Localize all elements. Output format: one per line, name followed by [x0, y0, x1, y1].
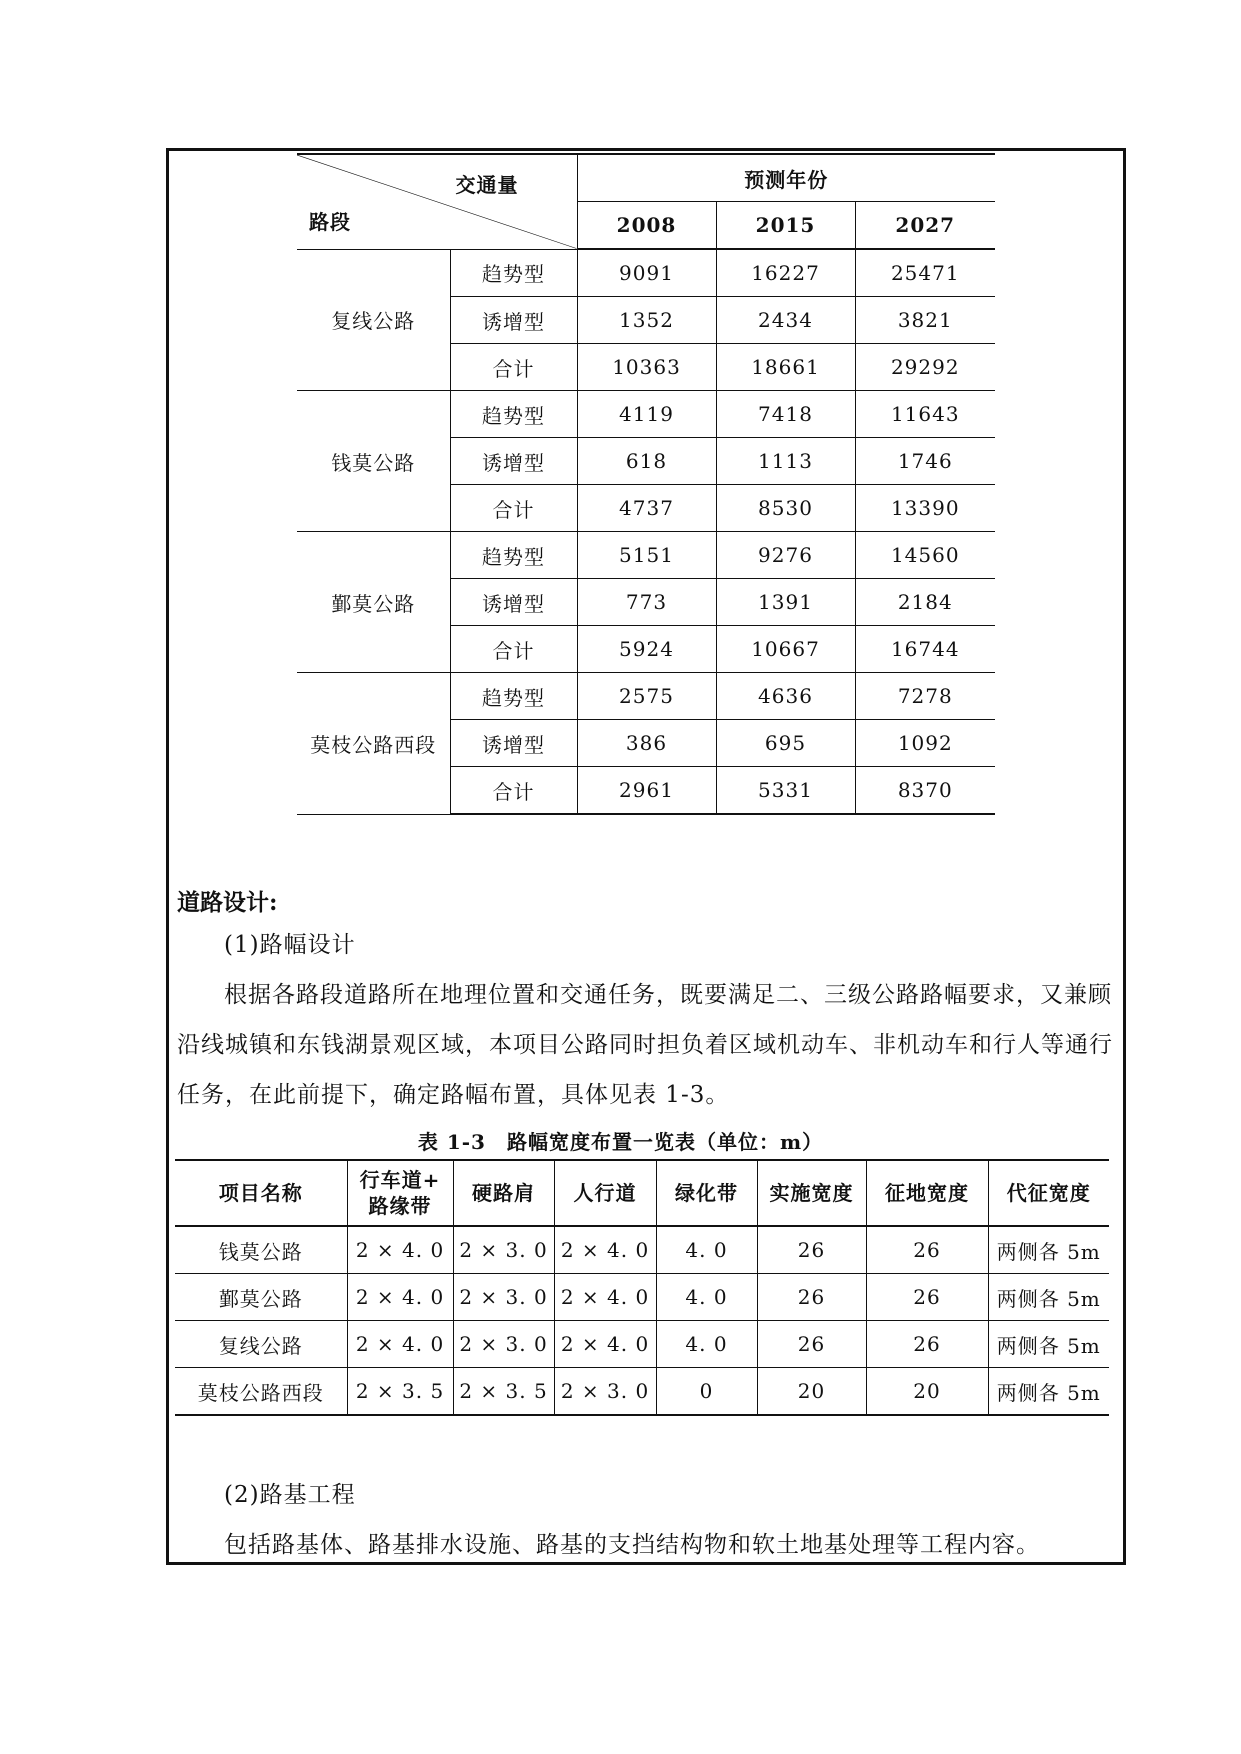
value-cell: 两侧各 5m: [988, 1226, 1109, 1274]
subgrade-paragraph: 包括路基体、路基排水设施、路基的支挡结构物和软土地基处理等工程内容。: [224, 1532, 1040, 1558]
value-cell: 4. 0: [656, 1274, 757, 1321]
value-cell: 16744: [855, 626, 995, 673]
value-cell: 9091: [577, 249, 716, 297]
value-cell: 11643: [855, 391, 995, 438]
value-cell: 7278: [855, 673, 995, 720]
header-cell: 项目名称: [175, 1160, 347, 1226]
value-cell: 16227: [716, 249, 855, 297]
value-cell: 1092: [855, 720, 995, 767]
value-cell: 10667: [716, 626, 855, 673]
value-cell: 1391: [716, 579, 855, 626]
value-cell: 26: [866, 1226, 988, 1274]
section-heading: 道路设计:: [177, 889, 278, 916]
road-name-cell: 鄞莫公路: [297, 532, 450, 673]
value-cell: 25471: [855, 249, 995, 297]
value-cell: 773: [577, 579, 716, 626]
header-cell: 行车道+ 路缘带: [347, 1160, 453, 1226]
header-year: 2008: [577, 202, 716, 250]
table-row: [297, 532, 995, 579]
value-cell: 9276: [716, 532, 855, 579]
header-cell: 绿化带: [656, 1160, 757, 1226]
value-cell: 13390: [855, 485, 995, 532]
value-cell: 2 × 4. 0: [347, 1321, 453, 1368]
value-cell: 26: [866, 1321, 988, 1368]
traffic-type-cell: 诱增型: [450, 438, 577, 485]
traffic-type-cell: 趋势型: [450, 532, 577, 579]
value-cell: 26: [757, 1274, 866, 1321]
road-name-cell: 复线公路: [175, 1321, 347, 1368]
traffic-type-cell: 合计: [450, 626, 577, 673]
header-cell: 硬路肩: [453, 1160, 554, 1226]
table-row: [175, 1368, 1109, 1416]
value-cell: 2 × 3. 5: [347, 1368, 453, 1416]
value-cell: 20: [866, 1368, 988, 1416]
value-cell: 两侧各 5m: [988, 1274, 1109, 1321]
value-cell: 7418: [716, 391, 855, 438]
header-traffic-volume: 交通量: [455, 173, 519, 197]
value-cell: 2 × 3. 0: [554, 1368, 656, 1416]
value-cell: 386: [577, 720, 716, 767]
table-row: [297, 249, 995, 297]
traffic-type-cell: 合计: [450, 344, 577, 391]
value-cell: 0: [656, 1368, 757, 1416]
traffic-type-cell: 趋势型: [450, 249, 577, 297]
value-cell: 1352: [577, 297, 716, 344]
value-cell: 618: [577, 438, 716, 485]
value-cell: 4636: [716, 673, 855, 720]
value-cell: 8530: [716, 485, 855, 532]
subheading-road-width: (1)路幅设计: [224, 932, 356, 958]
value-cell: 1113: [716, 438, 855, 485]
value-cell: 29292: [855, 344, 995, 391]
value-cell: 2 × 4. 0: [347, 1274, 453, 1321]
value-cell: 26: [757, 1226, 866, 1274]
value-cell: 两侧各 5m: [988, 1321, 1109, 1368]
header-road-section: 路段: [309, 209, 351, 234]
traffic-type-cell: 诱增型: [450, 579, 577, 626]
header-row: [297, 154, 995, 202]
header-year: 2015: [716, 202, 855, 250]
header-cell: 征地宽度: [866, 1160, 988, 1226]
traffic-volume-table: [297, 153, 995, 815]
value-cell: 1746: [855, 438, 995, 485]
road-name-cell: 钱莫公路: [175, 1226, 347, 1274]
value-cell: 2575: [577, 673, 716, 720]
table-row: [175, 1321, 1109, 1368]
value-cell: 2 × 3. 5: [453, 1368, 554, 1416]
value-cell: 14560: [855, 532, 995, 579]
value-cell: 2 × 4. 0: [347, 1226, 453, 1274]
value-cell: 26: [757, 1321, 866, 1368]
value-cell: 2 × 3. 0: [453, 1226, 554, 1274]
header-year: 2027: [855, 202, 995, 250]
value-cell: 两侧各 5m: [988, 1368, 1109, 1416]
value-cell: 2 × 4. 0: [554, 1321, 656, 1368]
value-cell: 4119: [577, 391, 716, 438]
value-cell: 20: [757, 1368, 866, 1416]
road-name-cell: 莫枝公路西段: [175, 1368, 347, 1416]
diagonal-header-cell: [297, 154, 577, 249]
value-cell: 26: [866, 1274, 988, 1321]
road-name-cell: 鄞莫公路: [175, 1274, 347, 1321]
traffic-type-cell: 诱增型: [450, 720, 577, 767]
table-row: [297, 391, 995, 438]
header-row: [175, 1160, 1109, 1226]
table-caption: 表 1-3 路幅宽度布置一览表（单位：m）: [417, 1130, 824, 1154]
value-cell: 5151: [577, 532, 716, 579]
subheading-subgrade: (2)路基工程: [224, 1482, 356, 1508]
value-cell: 4737: [577, 485, 716, 532]
value-cell: 2 × 4. 0: [554, 1274, 656, 1321]
value-cell: 695: [716, 720, 855, 767]
value-cell: 2961: [577, 767, 716, 815]
traffic-type-cell: 合计: [450, 767, 577, 815]
value-cell: 2 × 4. 0: [554, 1226, 656, 1274]
traffic-type-cell: 诱增型: [450, 297, 577, 344]
header-cell: 人行道: [554, 1160, 656, 1226]
table-row: [175, 1274, 1109, 1321]
table-row: [175, 1226, 1109, 1274]
body-paragraph: 根据各路段道路所在地理位置和交通任务，既要满足二、三级公路路幅要求，又兼顾沿线城镇和东钱湖景观区域，本项目公路同时担负着区域机动车、非机动车和行人等通行任务，在此前提下，确定路幅布置，具体见表 1-3。: [177, 982, 1113, 1108]
road-width-table: [175, 1159, 1109, 1416]
header-cell: 实施宽度: [757, 1160, 866, 1226]
value-cell: 2 × 3. 0: [453, 1274, 554, 1321]
value-cell: 4. 0: [656, 1321, 757, 1368]
traffic-type-cell: 趋势型: [450, 391, 577, 438]
value-cell: 2 × 3. 0: [453, 1321, 554, 1368]
value-cell: 18661: [716, 344, 855, 391]
road-name-cell: 钱莫公路: [297, 391, 450, 532]
value-cell: 4. 0: [656, 1226, 757, 1274]
header-forecast-year: 预测年份: [577, 154, 995, 202]
traffic-type-cell: 合计: [450, 485, 577, 532]
value-cell: 2434: [716, 297, 855, 344]
road-name-cell: 复线公路: [297, 249, 450, 391]
value-cell: 8370: [855, 767, 995, 815]
traffic-type-cell: 趋势型: [450, 673, 577, 720]
table-row: [297, 673, 995, 720]
value-cell: 2184: [855, 579, 995, 626]
road-name-cell: 莫枝公路西段: [297, 673, 450, 815]
header-cell: 代征宽度: [988, 1160, 1109, 1226]
value-cell: 5924: [577, 626, 716, 673]
value-cell: 5331: [716, 767, 855, 815]
value-cell: 3821: [855, 297, 995, 344]
value-cell: 10363: [577, 344, 716, 391]
